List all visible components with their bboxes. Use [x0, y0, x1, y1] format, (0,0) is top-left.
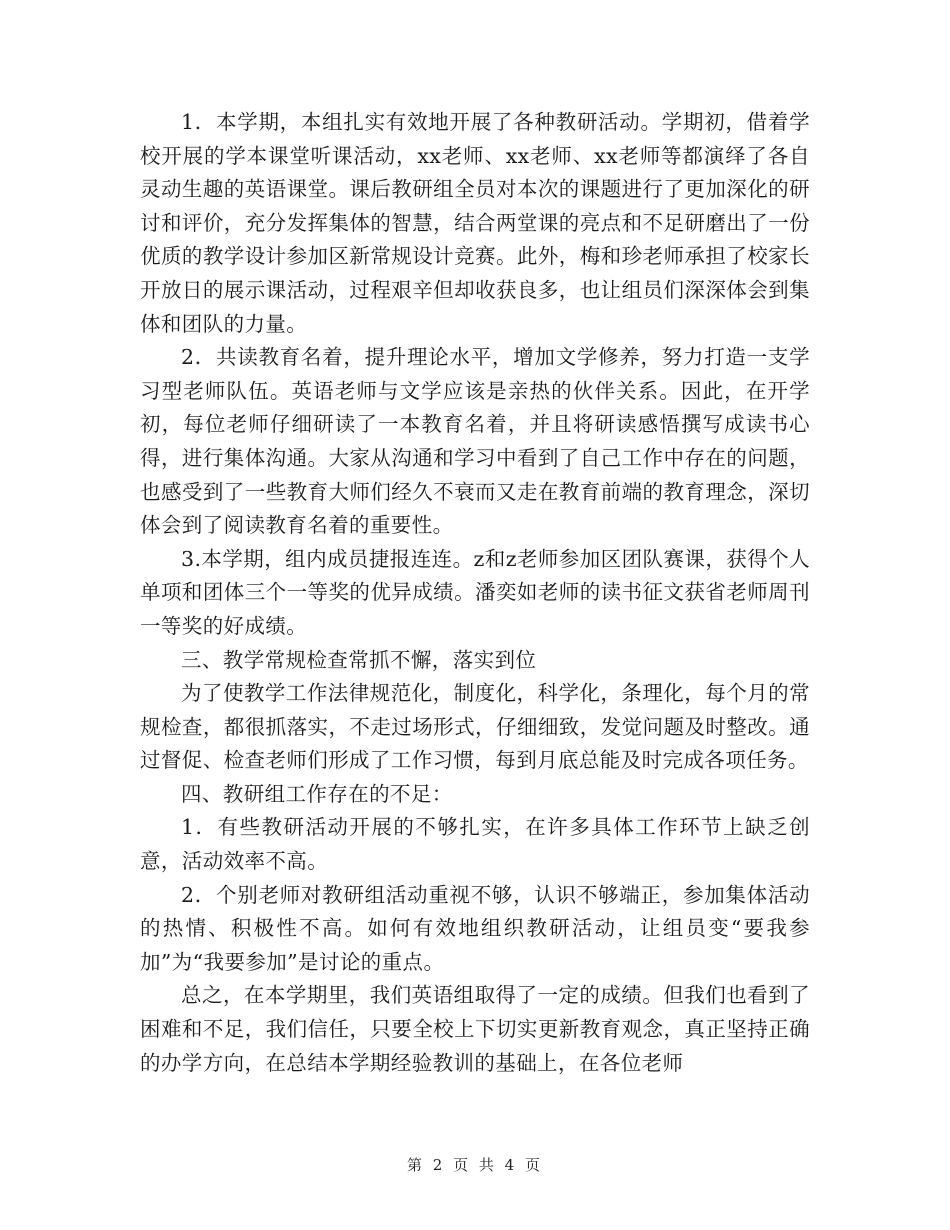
paragraph-3: 3.本学期，组内成员捷报连连。z和z老师参加区团队赛课，获得个人单项和团体三个一等奖的优异成绩。潘奕如老师的读书征文获省老师周刊一等奖的好成绩。: [140, 546, 810, 638]
paragraph-5: 为了使教学工作法律规范化，制度化，科学化，条理化，每个月的常规检查，都很抓落实，不走过场形式，仔细细致，发觉问题及时整改。通过督促、检查老师们形成了工作习惯，每到月底总能及时完成各项任务。: [140, 681, 810, 773]
paragraph-7: 1．有些教研活动开展的不够扎实，在许多具体工作环节上缺乏创意，活动效率不高。: [140, 815, 810, 874]
paragraph-9: 总之，在本学期里，我们英语组取得了一定的成绩。但我们也看到了困难和不足，我们信任，只要全校上下切实更新教育观念，真正坚持正确的办学方向，在总结本学期经验教训的基础上，在各位老师: [140, 983, 810, 1075]
paragraph-2: 2．共读教育名着，提升理论水平，增加文学修养，努力打造一支学习型老师队伍。英语老师与文学应该是亲热的伙伴关系。因此，在开学初，每位老师仔细研读了一本教育名着，并且将研读感悟撰写成读书心得，进行集体沟通。大家从沟通和学习中看到了自己工作中存在的问题，也感受到了一些教育大师们经久不衰而又走在教育前端的教育理念，深切体会到了阅读教育名着的重要性。: [140, 345, 810, 538]
paragraph-8: 2．个别老师对教研组活动重视不够，认识不够端正，参加集体活动的热情、积极性不高。如何有效地组织教研活动，让组员变“要我参加”为“我要参加”是讨论的重点。: [140, 882, 810, 974]
section-heading-3: 三、教学常规检查常抓不懈，落实到位: [181, 647, 537, 672]
document-body: [140, 106, 810, 1080]
page-footer: 第 2 页 共 4 页: [407, 1156, 543, 1174]
paragraph-1: 1．本学期，本组扎实有效地开展了各种教研活动。学期初，借着学校开展的学本课堂听课活动，xx老师、xx老师、xx老师等都演绎了各自灵动生趣的英语课堂。课后教研组全员对本次的课题进行了更加深化的研讨和评价，充分发挥集体的智慧，结合两堂课的亮点和不足研磨出了一份优质的教学设计参加区新常规设计竞赛。此外，梅和珍老师承担了校家长开放日的展示课活动，过程艰辛但却收获良多，也让组员们深深体会到集体和团队的力量。: [140, 110, 810, 336]
section-heading-4: 四、教研组工作存在的不足：: [181, 781, 453, 806]
